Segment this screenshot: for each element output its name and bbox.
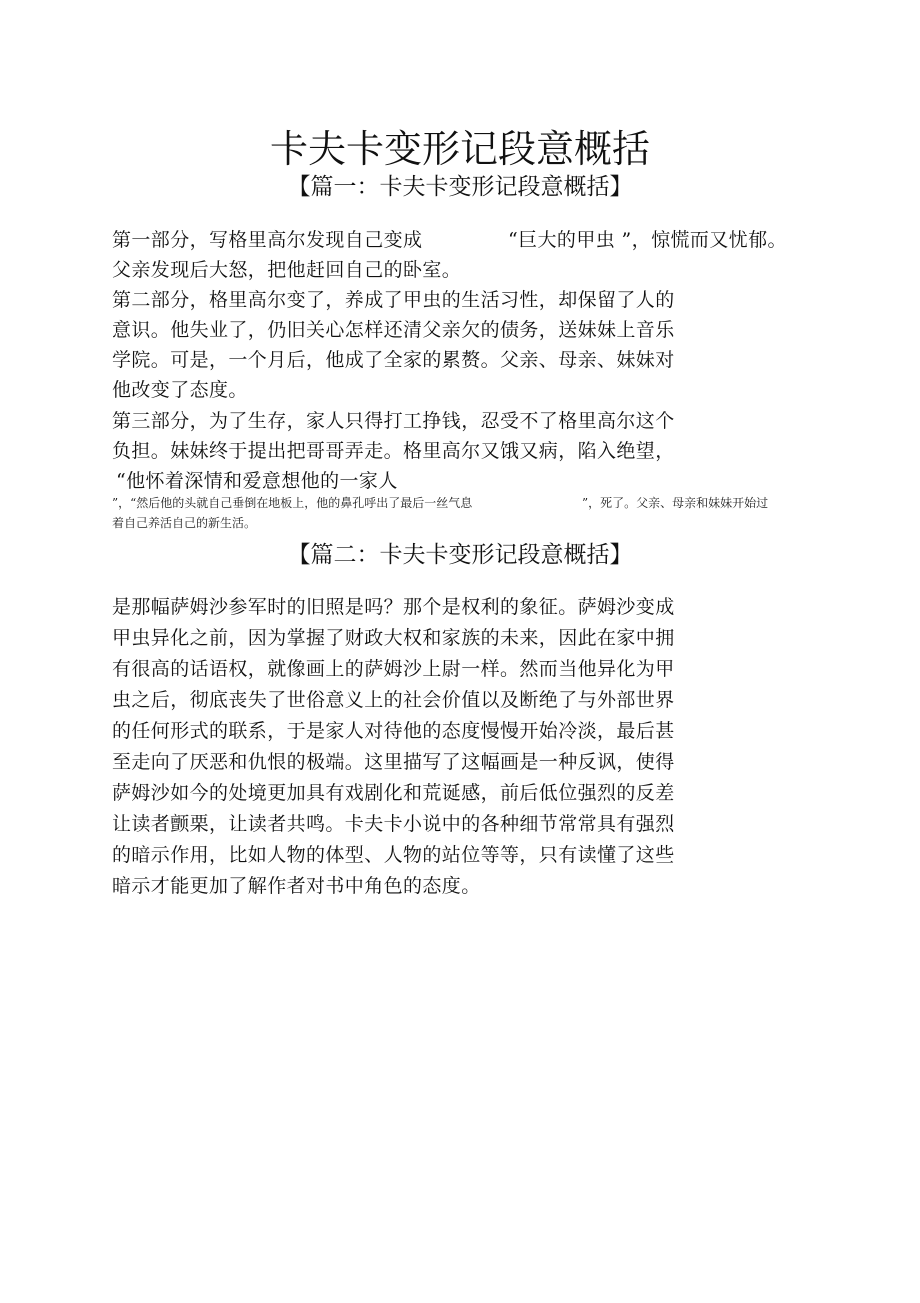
page-title: 卡夫卡变形记段意概括	[269, 127, 650, 171]
paragraph-line: 萨姆沙如今的处境更加具有戏剧化和荒诞感，前后低位强烈的反差	[112, 782, 675, 804]
paragraph-line: 有很高的话语权，就像画上的萨姆沙上尉一样。然而当他异化为甲	[112, 658, 675, 680]
paragraph-line: 第一部分，写格里高尔发现自己变成	[112, 229, 423, 251]
paragraph-line: 虫之后，彻底丧失了世俗意义上的社会价值以及断绝了与外部世界	[112, 689, 675, 711]
paragraph-line: 学院。可是，一个月后，他成了全家的累赘。父亲、母亲、妹妹对	[112, 349, 675, 371]
paragraph-line: 第三部分，为了生存，家人只得打工挣钱，忍受不了格里高尔这个	[112, 410, 675, 432]
paragraph-line: 的任何形式的联系，于是家人对待他的态度慢慢开始冷淡，最后甚	[112, 720, 675, 742]
paragraph-line: 至走向了厌恶和仇恨的极端。这里描写了这幅画是一种反讽，使得	[112, 751, 675, 773]
paragraph-line: 是那幅萨姆沙参军时的旧照是吗？那个是权利的象征。萨姆沙变成	[112, 596, 675, 618]
paragraph-line: 甲虫异化之前，因为掌握了财政大权和家族的未来，因此在家中拥	[112, 627, 675, 649]
paragraph-line: 暗示才能更加了解作者对书中角色的态度。	[112, 875, 481, 897]
paragraph-line: 他改变了态度。	[112, 379, 248, 401]
small-text-line: ”，“然后他的头就自己垂倒在地板上，他的鼻孔呼出了最后一丝气息	[112, 496, 473, 510]
paragraph-line: 第二部分，格里高尔变了，养成了甲虫的生活习性，却保留了人的	[112, 289, 675, 311]
small-text-line: 着自己养活自己的新生活。	[112, 516, 257, 530]
paragraph-line: 意识。他失业了，仍旧关心怎样还清父亲欠的债务，送妹妹上音乐	[112, 319, 675, 341]
section-1-heading: 【篇一：卡夫卡变形记段意概括】	[287, 174, 633, 200]
paragraph-line: 负担。妹妹终于提出把哥哥弄走。格里高尔又饿又病，陷入绝望，	[112, 440, 675, 462]
paragraph-line: 的暗示作用，比如人物的体型、人物的站位等等，只有读懂了这些	[112, 844, 675, 866]
paragraph-line: 父亲发现后大怒，把他赶回自己的卧室。	[112, 259, 462, 281]
paragraph-line: 让读者颤栗，让读者共鸣。卡夫卡小说中的各种细节常常具有强烈	[112, 813, 675, 835]
paragraph-line: “巨大的甲虫 ”，惊慌而又忧郁。	[508, 229, 787, 251]
paragraph-line: “他怀着深情和爱意想他的一家人	[116, 470, 398, 492]
section-2-heading: 【篇二：卡夫卡变形记段意概括】	[287, 542, 633, 568]
small-text-line: ”，死了。父亲、母亲和妹妹开始过	[582, 496, 769, 510]
